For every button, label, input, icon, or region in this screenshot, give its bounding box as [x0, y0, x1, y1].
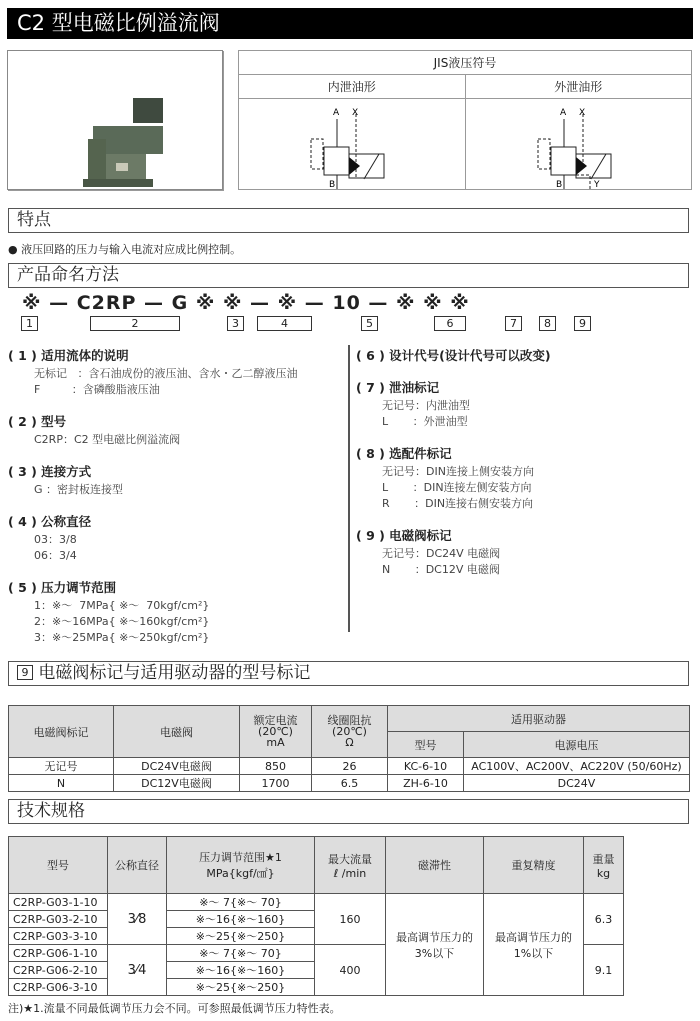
naming-item-line: N ：DC12V 电磁阀: [382, 563, 500, 576]
naming-item-title: ( 3 ) 连接方式: [8, 464, 92, 479]
table-cell: 9.1: [584, 945, 624, 996]
naming-item-line: 无记号：DC24V 电磁阀: [382, 547, 501, 560]
naming-item-line: 无记号：内泄油型: [382, 399, 470, 412]
table-row: [9, 775, 690, 792]
naming-item: [356, 346, 691, 364]
table-cell: C2RP-G03-2-10: [9, 911, 108, 928]
col-hysteresis: 磁滞性: [386, 837, 484, 894]
naming-item: [8, 512, 343, 564]
svg-text:X: X: [352, 108, 359, 118]
table-cell: 6.3: [584, 894, 624, 945]
naming-item-line: 3：※～25MPa{ ※～250kgf/cm²}: [34, 631, 210, 644]
naming-item-title: ( 2 ) 型号: [8, 414, 67, 429]
naming-item-title: ( 7 ) 泄油标记: [356, 380, 440, 395]
col-model: 型号: [9, 837, 108, 894]
feature-bullet: ● 液压回路的压力与输入电流对应成比例控制。: [8, 243, 242, 256]
table-cell: C2RP-G06-1-10: [9, 945, 108, 962]
svg-text:B: B: [329, 180, 336, 189]
external-drain-label: 外泄油形: [554, 80, 603, 94]
product-photo: [7, 50, 223, 190]
table-cell: 160: [315, 894, 386, 945]
naming-item-line: 无记号：DIN连接上侧安装方向: [382, 465, 534, 478]
code-box: 3: [227, 316, 244, 331]
svg-text:Y: Y: [594, 180, 600, 189]
table-cell: 3⁄4: [108, 945, 167, 996]
naming-item-line: C2RP：C2 型电磁比例溢流阀: [34, 433, 181, 446]
col-size: 公称直径: [108, 837, 167, 894]
table-cell: DC24V电磁阀: [114, 758, 240, 775]
table-cell: ※～25{※～250}: [167, 979, 315, 996]
naming-item: [356, 526, 691, 578]
table-cell: DC24V: [464, 775, 690, 792]
features-heading: 特点: [8, 208, 689, 233]
naming-item-title: ( 4 ) 公称直径: [8, 514, 92, 529]
code-box: 6: [434, 316, 466, 331]
code-box: 5: [361, 316, 378, 331]
table-cell: AC100V、AC200V、AC220V (50/60Hz): [464, 758, 690, 775]
code-box: 9: [574, 316, 591, 331]
footnote: 注)★1.流量不同最低调节压力会不同。可参照最低调节压力特性表。: [8, 1002, 341, 1015]
naming-item: [8, 462, 343, 498]
naming-item-line: R ：DIN连接右侧安装方向: [382, 497, 534, 510]
table-cell: DC12V电磁阀: [114, 775, 240, 792]
col-repeatability: 重复精度: [484, 837, 584, 894]
naming-item-line: F ：含磷酸脂液压油: [34, 383, 160, 396]
external-drain-symbol: [466, 99, 692, 189]
naming-item-title: ( 8 ) 选配件标记: [356, 446, 452, 461]
table-cell: C2RP-G03-3-10: [9, 928, 108, 945]
table-cell: C2RP-G06-3-10: [9, 979, 108, 996]
naming-item: [356, 444, 691, 512]
table-cell: ※～25{※～250}: [167, 928, 315, 945]
naming-item-title: ( 1 ) 适用流体的说明: [8, 348, 129, 363]
solenoid-number-box: 9: [17, 665, 33, 680]
naming-item-line: 2：※～16MPa{ ※～160kgf/cm²}: [34, 615, 210, 628]
page-title: C2 型电磁比例溢流阀: [7, 8, 693, 39]
table-cell: 400: [315, 945, 386, 996]
valve-image: [8, 51, 222, 189]
internal-drain-label: 内泄油形: [239, 75, 466, 98]
naming-item-line: 无标记 ：含石油成份的液压油、含水・乙二醇液压油: [34, 367, 298, 380]
naming-item-line: 1：※～ 7MPa{ ※～ 70kgf/cm²}: [34, 599, 210, 612]
model-code: ※ — C2RP — G ※ ※ — ※ — 10 — ※ ※ ※: [22, 292, 470, 314]
table-row: [9, 758, 690, 775]
naming-item-line: L ：外泄油型: [382, 415, 468, 428]
table-cell: 最高调节压力的 1%以下: [484, 894, 584, 996]
naming-left-column: [8, 346, 343, 660]
table-row: [9, 894, 624, 911]
table-cell: 26: [312, 758, 388, 775]
table-cell: ※～ 7{※～ 70}: [167, 894, 315, 911]
col-valve: 电磁阀: [114, 706, 240, 758]
naming-item: [8, 578, 343, 646]
table-cell: ZH-6-10: [388, 775, 464, 792]
table-cell: KC-6-10: [388, 758, 464, 775]
naming-item-title: ( 6 ) 设计代号(设计代号可以改变): [356, 348, 551, 363]
column-divider: [348, 345, 350, 632]
col-driver-model: 型号: [388, 732, 464, 758]
jis-header: JIS液压符号: [239, 51, 691, 75]
naming-item: [8, 412, 343, 448]
jis-symbol-panel: [238, 50, 692, 190]
table-cell: N: [9, 775, 114, 792]
code-box: 7: [505, 316, 522, 331]
table-cell: ※～ 7{※～ 70}: [167, 945, 315, 962]
code-box: 2: [90, 316, 180, 331]
col-weight: 重量 kg: [584, 837, 624, 894]
internal-drain-symbol: [239, 99, 466, 189]
naming-heading: 产品命名方法: [8, 263, 689, 288]
col-flow: 最大流量 ℓ /min: [315, 837, 386, 894]
table-cell: 1700: [240, 775, 312, 792]
naming-item-title: ( 5 ) 压力调节范围: [8, 580, 117, 595]
table-cell: 6.5: [312, 775, 388, 792]
code-box: 8: [539, 316, 556, 331]
table-cell: 无记号: [9, 758, 114, 775]
naming-item-line: 03：3/8: [34, 533, 77, 546]
table-cell: ※～16{※～160}: [167, 962, 315, 979]
naming-item-line: G ：密封板连接型: [34, 483, 124, 496]
col-current: 额定电流 (20℃) mA: [240, 706, 312, 758]
code-box: 1: [21, 316, 38, 331]
naming-item-line: L ：DIN连接左侧安装方向: [382, 481, 532, 494]
col-range: 压力调节范围★1 MPa{kgf/㎠}: [167, 837, 315, 894]
table-cell: 3⁄8: [108, 894, 167, 945]
specs-heading: 技术规格: [8, 799, 689, 824]
naming-item-line: 06：3/4: [34, 549, 77, 562]
col-mark: 电磁阀标记: [9, 706, 114, 758]
table-cell: C2RP-G03-1-10: [9, 894, 108, 911]
table-cell: 最高调节压力的 3%以下: [386, 894, 484, 996]
svg-text:A: A: [333, 108, 340, 118]
table-cell: C2RP-G06-2-10: [9, 962, 108, 979]
svg-text:B: B: [556, 180, 563, 189]
solenoid-table: [8, 705, 690, 792]
naming-item: [8, 346, 343, 398]
col-driver: 适用驱动器: [388, 706, 690, 732]
specs-table: [8, 836, 624, 996]
naming-item: [356, 378, 691, 430]
col-voltage: 电源电压: [464, 732, 690, 758]
solenoid-heading-text: 电磁阀标记与适用驱动器的型号标记: [38, 663, 311, 683]
table-cell: ※～16{※～160}: [167, 911, 315, 928]
col-resistance: 线圈阻抗 (20℃) Ω: [312, 706, 388, 758]
naming-item-title: ( 9 ) 电磁阀标记: [356, 528, 452, 543]
svg-text:X: X: [579, 108, 586, 118]
code-box: 4: [257, 316, 312, 331]
solenoid-heading: [8, 661, 689, 686]
naming-right-column: [356, 346, 691, 592]
svg-text:A: A: [560, 108, 567, 118]
table-cell: 850: [240, 758, 312, 775]
